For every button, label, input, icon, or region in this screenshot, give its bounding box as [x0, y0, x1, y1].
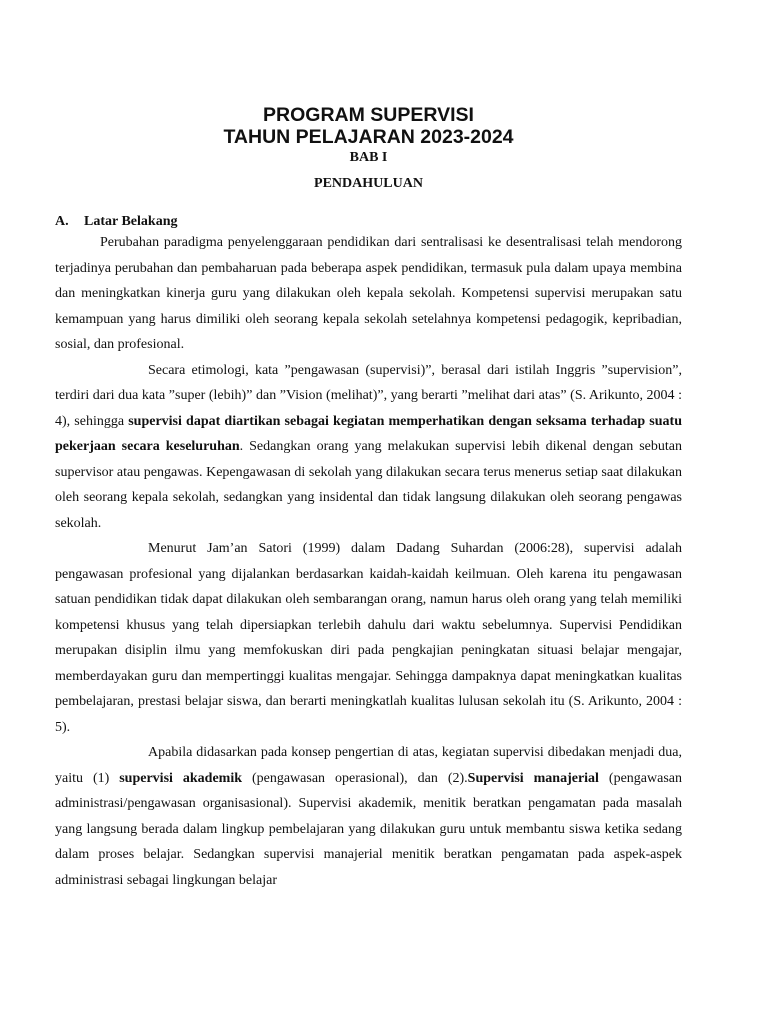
paragraph-2: [55, 358, 682, 537]
document-title-line2: TAHUN PELAJARAN 2023-2024: [223, 126, 514, 148]
paragraph-4-text-e: (pengawasan administrasi/pengawasan organisasional). Supervisi akademik, menitik beratkan pengamatan pada masalah yang langsung berada dalam lingkup pembelajaran yang dilakukan guru untuk membantu siswa ketika sedang dalam proses belajar. Sedangkan supervisi manajerial menitik beratkan pengamatan pada aspek-aspek administrasi sebagai lingkungan belajar: [55, 770, 682, 888]
paragraph-3: Menurut Jam’an Satori (1999) dalam Dadang Suhardan (2006:28), supervisi adalah pengawasan profesional yang dijalankan berdasarkan kaidah-kaidah keilmuan. Oleh karena itu pengawasan satuan pendidikan tidak dapat dilakukan oleh sembarangan orang, namun harus oleh orang yang telah memiliki kompetensi khusus yang telah dipersiapkan terlebih dahulu dari waktu sebelumnya. Supervisi Pendidikan merupakan disiplin ilmu yang memfokuskan diri pada pengkajian peningkatan situasi belajar mengajar, memberdayakan guru dan mempertinggi kualitas mengajar. Sehingga dampaknya dapat meningkatkan kualitas pembelajaran, prestasi belajar siswa, dan berarti meningkatlah kualitas lulusan sekolah itu (S. Arikunto, 2004 : 5).: [55, 541, 682, 735]
paragraph-4-bold-academic: supervisi akademik: [119, 770, 242, 786]
chapter-number: BAB I: [349, 150, 388, 165]
paragraph-4-text-a: Apabila didasarkan pada konsep pengertian di atas, kegiatan supervisi dibedakan menjadi dua, yaitu (1): [55, 745, 682, 786]
section-title: Latar Belakang: [84, 214, 178, 229]
paragraph-4: [55, 740, 682, 893]
paragraph-2-text-a: Secara etimologi, kata ”pengawasan (supervisi)”, berasal dari istilah Inggris ”supervision”, terdiri dari dua kata ”super (lebih)” dan ”Vision (melihat)”, yang berarti ”melihat dari atas” (S. Arikunto, 2004 : 4), sehingga: [55, 362, 682, 429]
section-heading: [55, 212, 682, 232]
chapter-title: PENDAHULUAN: [314, 176, 423, 191]
section-number: A.: [55, 214, 69, 229]
paragraph-4-bold-managerial: Supervisi manajerial: [467, 770, 599, 786]
document-title-line1: PROGRAM SUPERVISI: [263, 104, 474, 126]
paragraph-2-text-c: . Sedangkan orang yang melakukan supervisi lebih dikenal dengan sebutan supervisor atau pengawas. Kepengawasan di sekolah yang dilakukan secara terus menerus setiap saat dilakukan oleh seorang kepala sekolah, sedangkan yang insidental dan tidak langsung dilakukan oleh seorang pengawas sekolah.: [55, 439, 682, 531]
paragraph-1: Perubahan paradigma penyelenggaraan pendidikan dari sentralisasi ke desentralisasi telah mendorong terjadinya perubahan dan pembaharuan pada beberapa aspek pendidikan, termasuk pula dalam upaya membina dan meningkatkan kinerja guru yang dilakukan oleh kepala sekolah. Kompetensi supervisi merupakan satu kemampuan yang harus dimiliki oleh seorang kepala sekolah setelahnya kompetensi pedagogik, kepribadian, sosial, dan profesional.: [55, 235, 682, 352]
paragraph-2-bold-definition: supervisi dapat diartikan sebagai kegiatan memperhatikan dengan seksama terhadap suatu pekerjaan secara keseluruhan: [55, 413, 682, 454]
paragraph-4-text-c: (pengawasan operasional), dan (2).: [242, 770, 468, 786]
